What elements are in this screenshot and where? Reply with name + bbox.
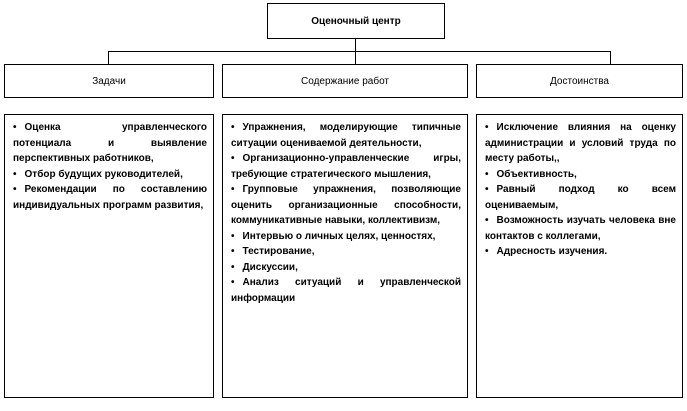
content-work [222, 114, 468, 398]
list-item: • Оценка управленческого потенциала и выявление перспективных работников, [13, 122, 207, 164]
header-tasks [4, 64, 214, 98]
header-work-content [222, 64, 468, 98]
connector-left-vertical [108, 51, 109, 64]
list-item: • Рекомендации по составлению индивидуальных программ развития, [13, 184, 207, 211]
list-item: • Исключение влияния на оценку администрации и условий труда по месту работы,, [485, 122, 676, 164]
content-advantages [476, 114, 683, 398]
header-work-content-label: Содержание работ [301, 75, 389, 87]
list-item: • Групповые упражнения, позволяющие оценить организационные способности, коммуникативные навыки, коллективизм, [231, 184, 461, 226]
list-item: • Упражнения, моделирующие типичные ситуации оцениваемой деятельности, [231, 122, 461, 149]
list-item: • Анализ ситуаций и управленческой информации [231, 277, 461, 304]
list-item: • Адресность изучения. [485, 246, 608, 257]
list-item: • Интервью о личных целях, ценностях, [231, 230, 436, 242]
header-tasks-label: Задачи [92, 75, 126, 87]
root-box [267, 3, 445, 39]
connector-root-vertical [355, 39, 356, 51]
header-advantages [476, 64, 683, 98]
connector-center-vertical [355, 51, 356, 64]
connector-horizontal [108, 51, 610, 52]
list-item: • Возможность изучать человека вне контактов с коллегами, [485, 215, 676, 242]
list-item: • Объективность, [485, 168, 577, 180]
root-label: Оценочный центр [311, 15, 401, 27]
content-tasks [4, 114, 214, 398]
header-advantages-label: Достоинства [550, 75, 609, 87]
list-item: • Дискуссии, [231, 261, 298, 273]
connector-right-vertical [610, 51, 611, 64]
list-item: • Равный подход ко всем оцениваемым, [485, 184, 676, 211]
list-item: • Отбор будущих руководителей, [13, 168, 183, 180]
list-item: • Тестирование, [231, 246, 315, 257]
list-item: • Организационно-управленческие игры, требующие стратегического мышления, [231, 153, 461, 180]
